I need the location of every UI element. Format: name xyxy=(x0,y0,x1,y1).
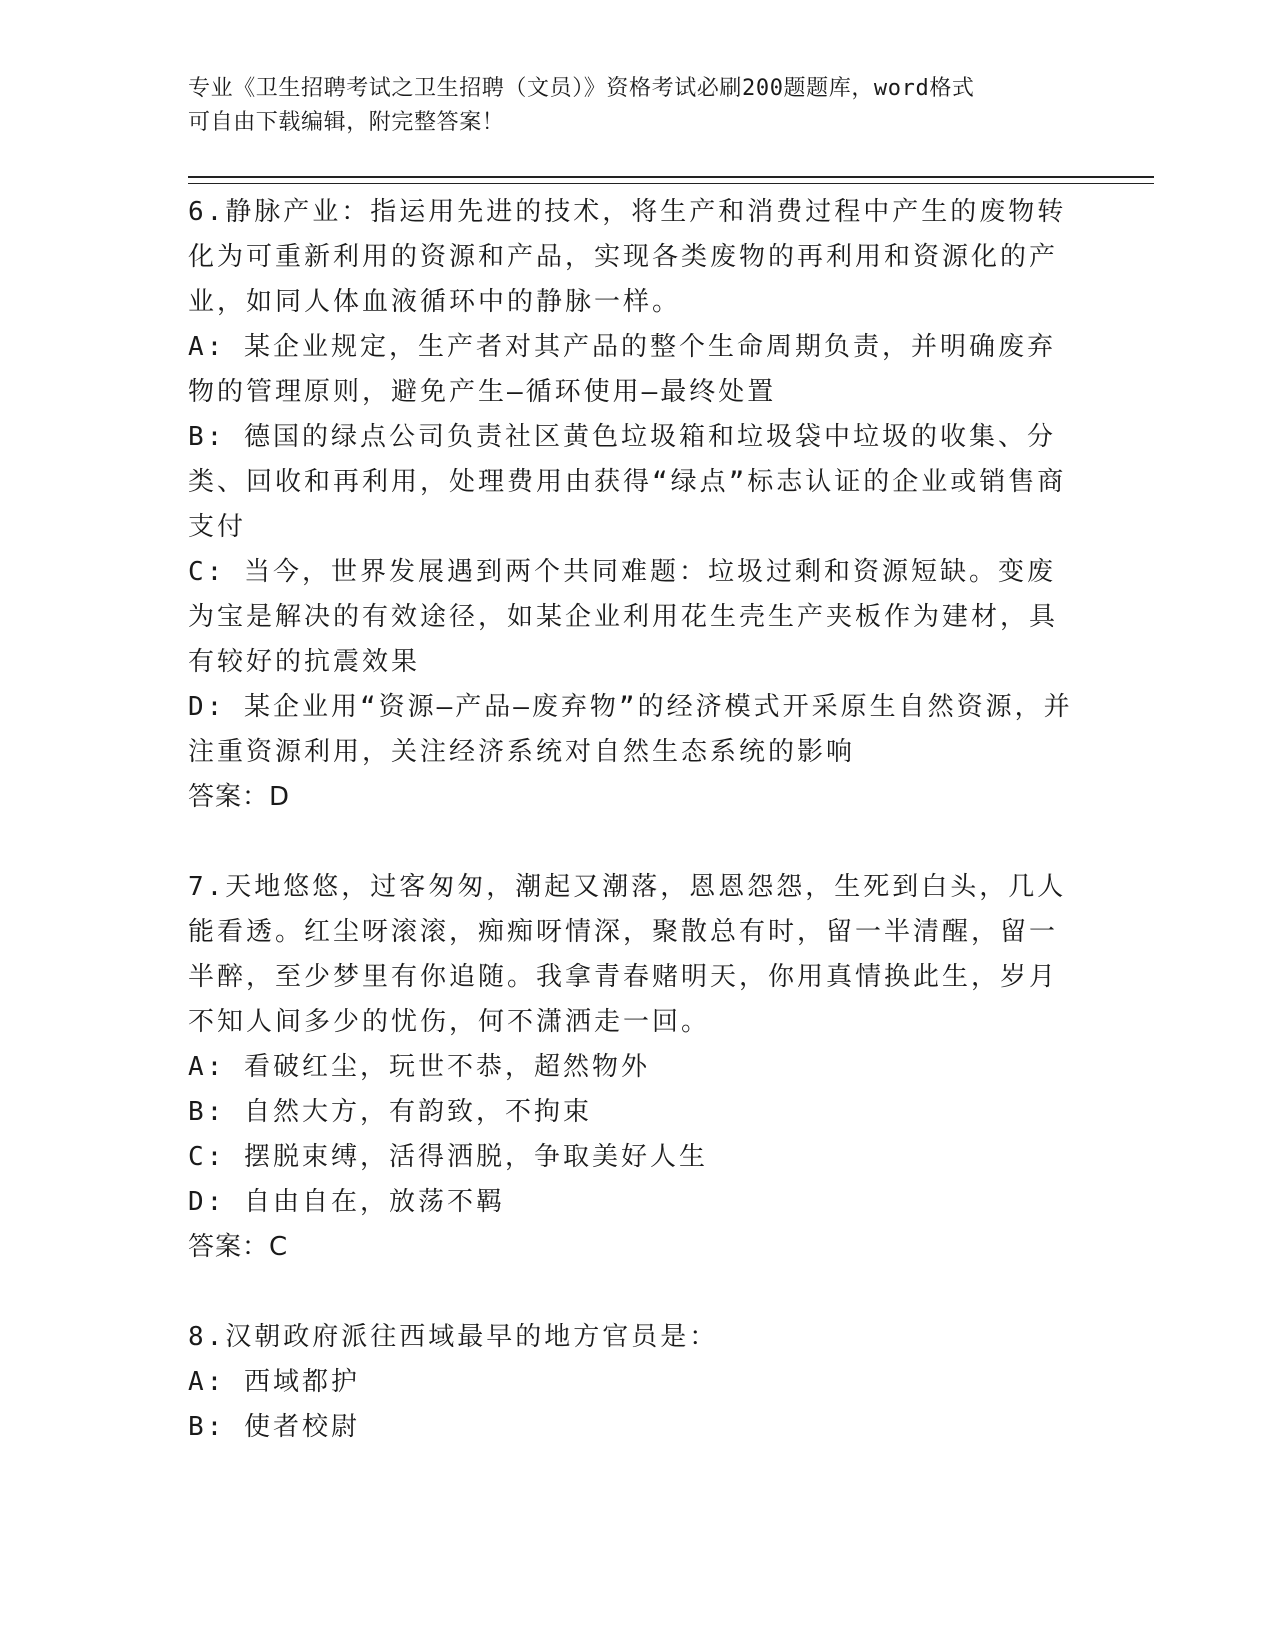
option-d: D: 自由自在，放荡不羁 xyxy=(188,1187,505,1217)
question-text: 7.天地悠悠，过客匆匆，潮起又潮落，恩恩怨怨，生死到白头，几人能看透。红尘呀滚滚，痴痴呀情深，聚散总有时，留一半清醒，留一半醉，至少梦里有你追随。我拿青春赌明天，你用真情换此生，岁月不知人间多少的忧伤，何不潇洒走一回。 xyxy=(188,872,1067,1037)
option-b: B: 使者校尉 xyxy=(188,1412,360,1442)
option-c: C: 当今，世界发展遇到两个共同难题：垃圾过剩和资源短缺。变废为宝是解决的有效途径，如某企业利用花生壳生产夹板作为建材，具有较好的抗震效果 xyxy=(188,557,1059,677)
question-8 xyxy=(188,1315,1078,1450)
option-a: A: 看破红尘，玩世不恭，超然物外 xyxy=(188,1052,650,1082)
question-text: 6.静脉产业：指运用先进的技术，将生产和消费过程中产生的废物转化为可重新利用的资源和产品，实现各类废物的再利用和资源化的产业，如同人体血液循环中的静脉一样。 xyxy=(188,197,1067,317)
header-line-2: 可自由下载编辑，附完整答案！ xyxy=(188,110,505,135)
question-6 xyxy=(188,190,1078,820)
option-a: A: 西域都护 xyxy=(188,1367,360,1397)
page-header xyxy=(188,72,1068,140)
question-text: 8.汉朝政府派往西域最早的地方官员是： xyxy=(188,1322,719,1352)
answer: 答案：C xyxy=(188,1232,289,1262)
question-list xyxy=(188,190,1078,1495)
option-a: A: 某企业规定，生产者对其产品的整个生命周期负责，并明确废弃物的管理原则，避免产生—循环使用—最终处置 xyxy=(188,332,1056,407)
question-7 xyxy=(188,865,1078,1270)
header-line-1: 专业《卫生招聘考试之卫生招聘（文员）》资格考试必刷200题题库，word格式 xyxy=(188,76,975,101)
option-b: B: 自然大方，有韵致，不拘束 xyxy=(188,1097,592,1127)
header-divider xyxy=(188,176,1154,184)
option-c: C: 摆脱束缚，活得洒脱，争取美好人生 xyxy=(188,1142,708,1172)
option-b: B: 德国的绿点公司负责社区黄色垃圾箱和垃圾袋中垃圾的收集、分类、回收和再利用，处理费用由获得“绿点”标志认证的企业或销售商支付 xyxy=(188,422,1067,542)
answer: 答案：D xyxy=(188,782,291,812)
option-d: D: 某企业用“资源—产品—废弃物”的经济模式开采原生自然资源，并注重资源利用，关注经济系统对自然生态系统的影响 xyxy=(188,692,1073,767)
